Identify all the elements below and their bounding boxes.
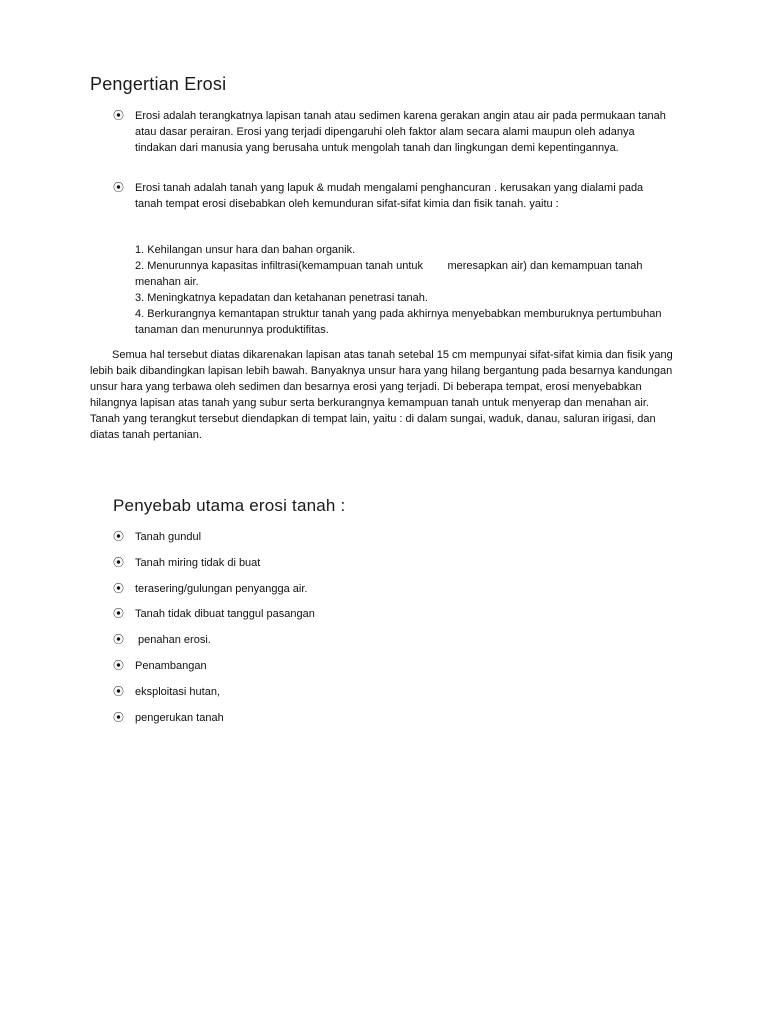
list-item [113, 555, 513, 581]
causes-list [113, 529, 513, 735]
numbered-item-3: 3. Meningkatnya kepadatan dan ketahanan penetrasi tanah. [135, 292, 428, 304]
list-item [113, 529, 513, 555]
numbered-list [135, 242, 675, 338]
cause-text: Penambangan [135, 659, 207, 672]
list-item [113, 632, 513, 658]
body-paragraph: Semua hal tersebut diatas dikarenakan lapisan atas tanah setebal 15 cm mempunyai sifat-sifat kimia dan fisik yang lebih baik dibandingkan lapisan lebih bawah. Banyaknya unsur hara yang hilang bergantung pada besarnya kandungan unsur hara yang terbawa oleh sedimen dan besarnya erosi yang terjadi. Di beberapa tempat, erosi menyebabkan hilangnya lapisan atas tanah yang subur serta berkurangnya kemampuan tanah untuk menyerap dan menahan air. Tanah yang terangkut tersebut diendapkan di tempat lain, yaitu : di dalam sungai, waduk, danau, saluran irigasi, dan diatas tanah pertanian. [90, 349, 673, 441]
cause-text: Tanah tidak dibuat tanggul pasangan [135, 608, 315, 621]
heading-pengertian-erosi: Pengertian Erosi [90, 74, 227, 94]
circle-bullet-icon: ⦿ [113, 607, 124, 621]
list-item [113, 581, 513, 607]
heading-penyebab-erosi: Penyebab utama erosi tanah : [113, 496, 346, 515]
definition-text-1: Erosi adalah terangkatnya lapisan tanah atau sedimen karena gerakan angin atau air pada permukaan tanah atau dasar perairan. Erosi yang terjadi dipengaruhi oleh faktor alam secara alami maupun oleh adanya tindakan dari manusia yang berusaha untuk mengolah tanah dan lingkungan demi kepentingannya. [135, 110, 666, 154]
list-item [113, 658, 513, 684]
circle-bullet-icon: ⦿ [113, 684, 124, 698]
cause-text: pengerukan tanah [135, 711, 224, 724]
circle-bullet-icon: ⦿ [113, 710, 124, 724]
list-item [113, 606, 513, 632]
definition-bullet-1 [113, 108, 673, 156]
circle-bullet-icon: ⦿ [113, 555, 124, 569]
numbered-item-2: 2. Menurunnya kapasitas infiltrasi(kemampuan tanah untuk meresapkan air) dan kemampuan tanah menahan air. [135, 260, 646, 288]
circle-bullet-icon: ⦿ [113, 530, 124, 543]
cause-text: eksploitasi hutan, [135, 685, 220, 698]
definition-bullet-2 [113, 180, 673, 212]
circle-bullet-icon: ⦿ [113, 181, 124, 194]
definition-text-2: Erosi tanah adalah tanah yang lapuk & mudah mengalami penghancuran . kerusakan yang dialami pada tanah tempat erosi disebabkan oleh kemunduran sifat-sifat kimia dan fisik tanah. yaitu : [135, 182, 644, 210]
cause-text: penahan erosi. [135, 634, 211, 647]
numbered-item-1: 1. Kehilangan unsur hara dan bahan organik. [135, 244, 356, 256]
cause-text: Tanah miring tidak di buat [135, 556, 261, 569]
circle-bullet-icon: ⦿ [113, 633, 124, 647]
cause-text: terasering/gulungan penyangga air. [135, 582, 308, 595]
list-item [113, 710, 513, 736]
cause-text: Tanah gundul [135, 531, 202, 543]
circle-bullet-icon: ⦿ [113, 581, 124, 595]
circle-bullet-icon: ⦿ [113, 109, 124, 122]
circle-bullet-icon: ⦿ [113, 658, 124, 672]
numbered-item-4: 4. Berkurangnya kemantapan struktur tanah yang pada akhirnya menyebabkan memburuknya pertumbuhan tanaman dan menurunnya produktifitas. [135, 308, 665, 336]
list-item [113, 684, 513, 710]
